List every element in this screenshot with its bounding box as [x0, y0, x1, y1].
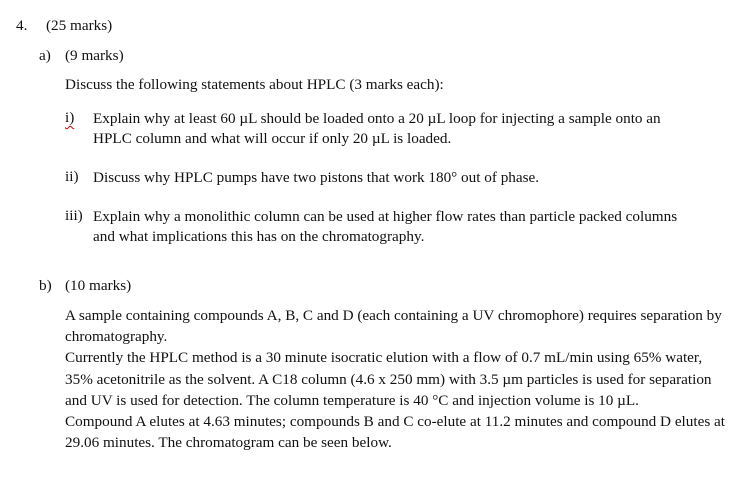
item-line: Discuss why HPLC pumps have two pistons that work 180° out of phase.: [93, 169, 540, 186]
question-marks: (25 marks): [46, 17, 113, 34]
item-text: [93, 109, 661, 149]
item-line: and what implications this has on the chromatography.: [93, 228, 425, 245]
paragraph: Currently the HPLC method is a 30 minute isocratic elution with a flow of 0.7 mL/min using 65% water, 35% acetonitrile as the solvent. A C18 column (4.6 x 250 mm) with 3.5 µm particles is used for separation and UV is used for detection. The column temperature is 40 °C and injection volume is 10 µL.: [65, 349, 712, 409]
item-text: [93, 168, 539, 188]
part-b-body: [65, 305, 725, 453]
item-line: Explain why at least 60 µL should be loaded onto a 20 µL loop for injecting a sample onto an: [93, 110, 661, 127]
paragraph: Compound A elutes at 4.63 minutes; compounds B and C co-elute at 11.2 minutes and compound D elutes at 29.06 minutes. The chromatogram can be seen below.: [65, 413, 726, 452]
part-a-marks: (9 marks): [65, 47, 124, 64]
item-label: ii): [65, 168, 79, 185]
item-line: HPLC column and what will occur if only 20 µL is loaded.: [93, 130, 452, 147]
item-label: i): [65, 109, 75, 126]
paragraph: A sample containing compounds A, B, C and D (each containing a UV chromophore) requires separation by chromatography.: [65, 307, 722, 346]
part-a-intro: Discuss the following statements about HPLC (3 marks each):: [65, 76, 444, 93]
item-label: iii): [65, 207, 83, 224]
question-number: 4.: [16, 17, 28, 34]
item-line: Explain why a monolithic column can be used at higher flow rates than particle packed columns: [93, 208, 678, 225]
part-b-marks: (10 marks): [65, 277, 132, 294]
item-text: [93, 207, 677, 247]
part-a-label: a): [39, 47, 51, 64]
part-b-label: b): [39, 277, 52, 294]
